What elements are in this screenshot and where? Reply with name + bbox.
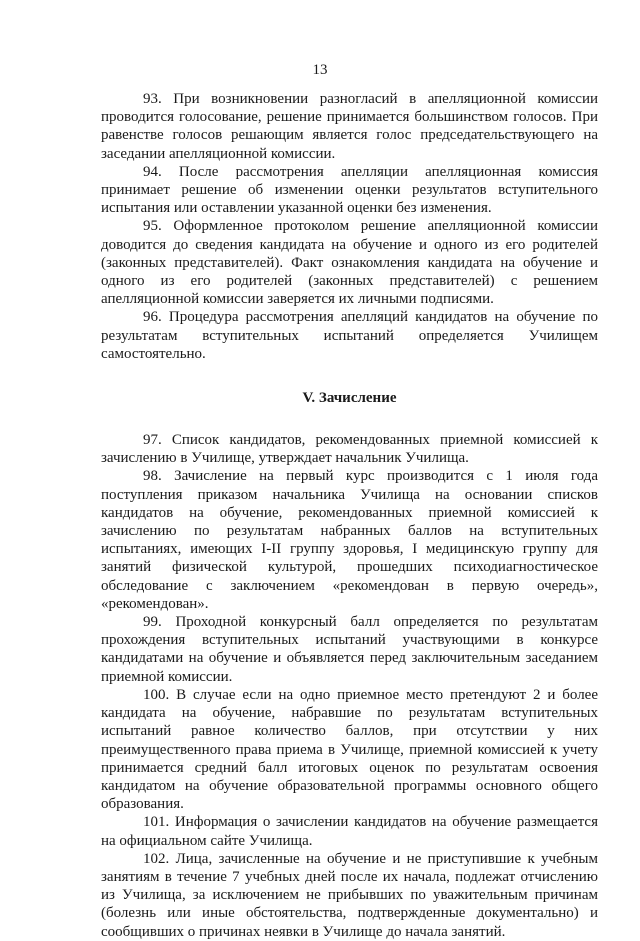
paragraph-99: 99. Проходной конкурсный балл определяется по результатам прохождения вступительных испытаний участвующими в конкурсе кандидатами на обучение и объявляется перед заключительным заседанием приемной комиссии. [101, 614, 598, 685]
paragraph-100: 100. В случае если на одно приемное место претендуют 2 и более кандидата на обучение, набравшие по результатам вступительных испытаний равное количество баллов, при отсутствии у них преимущественного права приема в Училище, приемной комиссией к учету принимается средний балл итоговых оценок по результатам освоения кандидатом на обучение образовательной программы основного общего образования. [101, 686, 598, 813]
paragraph-97: 97. Список кандидатов, рекомендованных приемной комиссией к зачислению в Училище, утверждает начальник Училища. [101, 432, 598, 467]
paragraph-96: 96. Процедура рассмотрения апелляций кандидатов на обучение по результатам вступительных испытаний определяется Училищем самостоятельно. [101, 309, 598, 362]
section-heading: V. Зачисление [302, 390, 397, 407]
paragraph-93: 93. При возникновении разногласий в апелляционной комиссии проводится голосование, решение принимается большинством голосов. При равенстве голосов решающим является голос председательствующего на заседании апелляционной комиссии. [101, 91, 598, 162]
paragraph-98: 98. Зачисление на первый курс производится с 1 июля года поступления приказом начальника Училища на основании списков кандидатов на обучение, рекомендованных приемной комиссией к зачислению по результатам набранных баллов на вступительных испытаниях, имеющих I-II группу здоровья, I медицинскую группу для занятий физической культурой, прошедших психодиагностическое обследование с заключением «рекомендован в первую очередь», «рекомендован». [101, 468, 598, 612]
paragraph-101: 101. Информация о зачислении кандидатов на обучение размещается на официальном сайте Училища. [101, 814, 598, 849]
paragraph-95: 95. Оформленное протоколом решение апелляционной комиссии доводится до сведения кандидата на обучение и одного из его родителей (законных представителей). Факт ознакомления кандидата на обучение и одного из его родителей (законных представителей) с решением апелляционной комиссии заверяется их личными подписями. [101, 218, 598, 308]
paragraph-94: 94. После рассмотрения апелляции апелляционная комиссия принимает решение об изменении оценки результатов вступительного испытания или оставлении указанной оценки без изменения. [101, 163, 598, 217]
paragraph-102: 102. Лица, зачисленные на обучение и не приступившие к учебным занятиям в течение 7 учебных дней после их начала, подлежат отчислению из Училища, за исключением не прибывших по уважительным причинам (болезнь или иные обстоятельства, подтвержденные документально) и сообщивших о причинах неявки в Училище до начала занятий. [101, 850, 598, 940]
document-body [101, 90, 598, 941]
page-number: 13 [312, 62, 328, 78]
